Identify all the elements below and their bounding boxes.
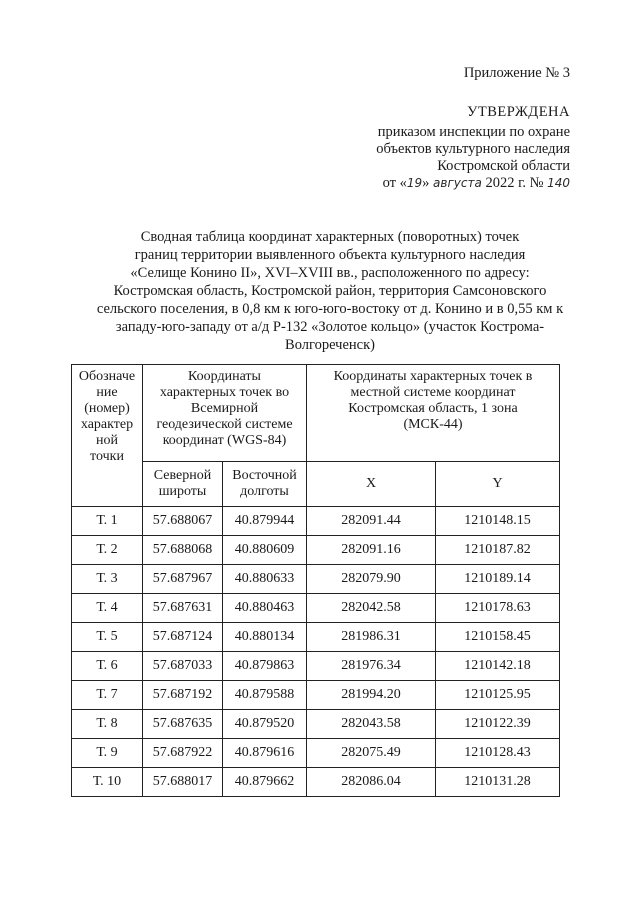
date-day: 19	[406, 176, 423, 190]
cell-point: Т. 3	[72, 565, 143, 594]
cell-latitude: 57.687192	[143, 681, 223, 710]
cell-y: 1210128.43	[436, 739, 560, 768]
header-y: Y	[436, 462, 560, 507]
cell-x: 282091.44	[307, 507, 436, 536]
cell-x: 282042.58	[307, 594, 436, 623]
cell-y: 1210189.14	[436, 565, 560, 594]
title-line: Костромская область, Костромской район, территория Самсоновского	[113, 283, 547, 299]
title-line: границ территории выявленного объекта культурного наследия	[134, 247, 526, 263]
header-point-id: Обозначе ние (номер) характер ной точки	[72, 365, 143, 507]
cell-y: 1210178.63	[436, 594, 560, 623]
cell-longitude: 40.879863	[223, 652, 307, 681]
cell-x: 281986.31	[307, 623, 436, 652]
order-line-1: приказом инспекции по охране	[377, 124, 570, 140]
cell-longitude: 40.880134	[223, 623, 307, 652]
cell-y: 1210148.15	[436, 507, 560, 536]
cell-latitude: 57.687635	[143, 710, 223, 739]
table-row	[72, 768, 560, 797]
cell-y: 1210142.18	[436, 652, 560, 681]
date-month: августа	[433, 176, 482, 190]
order-line-2: объектов культурного наследия	[376, 141, 570, 157]
cell-point: Т. 4	[72, 594, 143, 623]
cell-point: Т. 9	[72, 739, 143, 768]
cell-longitude: 40.879662	[223, 768, 307, 797]
cell-latitude: 57.687922	[143, 739, 223, 768]
date-mid: »	[422, 175, 430, 191]
cell-y: 1210131.28	[436, 768, 560, 797]
region-line: Костромской области	[437, 158, 570, 174]
cell-latitude: 57.688068	[143, 536, 223, 565]
cell-y: 1210122.39	[436, 710, 560, 739]
table-row	[72, 565, 560, 594]
cell-x: 282079.90	[307, 565, 436, 594]
cell-latitude: 57.687631	[143, 594, 223, 623]
cell-longitude: 40.879616	[223, 739, 307, 768]
cell-longitude: 40.879588	[223, 681, 307, 710]
cell-x: 282043.58	[307, 710, 436, 739]
cell-longitude: 40.880633	[223, 565, 307, 594]
cell-x: 281976.34	[307, 652, 436, 681]
header-longitude: Восточной долготы	[223, 462, 307, 507]
appendix-label: Приложение № 3	[463, 65, 570, 81]
cell-y: 1210125.95	[436, 681, 560, 710]
cell-latitude: 57.688017	[143, 768, 223, 797]
table-row	[72, 652, 560, 681]
cell-x: 282086.04	[307, 768, 436, 797]
table-row	[72, 623, 560, 652]
cell-point: Т. 6	[72, 652, 143, 681]
date-year: 2022 г. №	[485, 175, 544, 191]
cell-point: Т. 5	[72, 623, 143, 652]
order-number: 140	[547, 176, 570, 190]
cell-x: 282091.16	[307, 536, 436, 565]
cell-x: 281994.20	[307, 681, 436, 710]
date-prefix: от «	[382, 175, 407, 191]
cell-y: 1210158.45	[436, 623, 560, 652]
cell-longitude: 40.879520	[223, 710, 307, 739]
cell-latitude: 57.687124	[143, 623, 223, 652]
cell-point: Т. 10	[72, 768, 143, 797]
table-row	[72, 536, 560, 565]
document-title	[88, 228, 572, 354]
table-row	[72, 681, 560, 710]
order-date-line	[383, 175, 570, 192]
header-x: X	[307, 462, 436, 507]
title-line: «Селище Конино II», XVI–XVIII вв., расположенного по адресу:	[130, 265, 530, 281]
table-row	[72, 739, 560, 768]
approved-heading: УТВЕРЖДЕНА	[467, 104, 570, 120]
cell-point: Т. 1	[72, 507, 143, 536]
cell-latitude: 57.687033	[143, 652, 223, 681]
header-msk44: Координаты характерных точек в местной системе координат Костромская область, 1 зона (МСК-44)	[307, 365, 560, 462]
cell-y: 1210187.82	[436, 536, 560, 565]
cell-point: Т. 2	[72, 536, 143, 565]
title-line: западу-юго-западу от а/д Р-132 «Золотое кольцо» (участок Кострома-	[115, 319, 545, 335]
cell-latitude: 57.687967	[143, 565, 223, 594]
header-wgs84: Координаты характерных точек во Всемирной геодезической системе координат (WGS-84)	[143, 365, 307, 462]
title-line: Волгореченск)	[285, 337, 375, 353]
cell-longitude: 40.879944	[223, 507, 307, 536]
table-row	[72, 507, 560, 536]
cell-longitude: 40.880609	[223, 536, 307, 565]
title-line: сельского поселения, в 0,8 км к юго-юго-востоку от д. Конино и в 0,55 км к	[96, 301, 564, 317]
header-latitude: Северной широты	[143, 462, 223, 507]
coordinates-table	[71, 364, 560, 797]
table-row	[72, 710, 560, 739]
cell-longitude: 40.880463	[223, 594, 307, 623]
title-line: Сводная таблица координат характерных (поворотных) точек	[140, 229, 520, 245]
cell-x: 282075.49	[307, 739, 436, 768]
cell-latitude: 57.688067	[143, 507, 223, 536]
cell-point: Т. 7	[72, 681, 143, 710]
table-row	[72, 594, 560, 623]
cell-point: Т. 8	[72, 710, 143, 739]
